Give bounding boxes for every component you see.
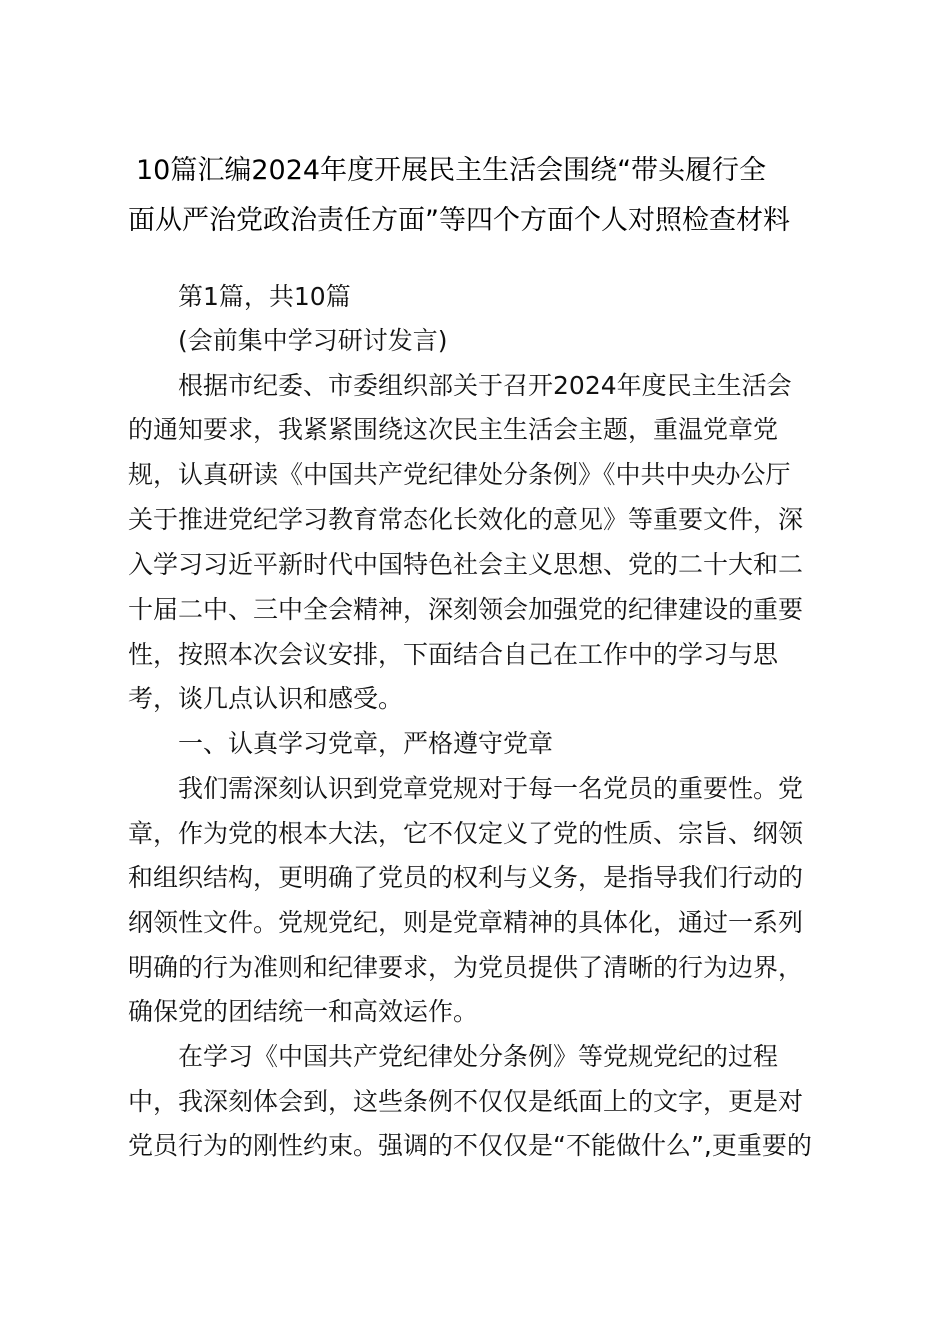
paragraph-line: 根据市纪委、市委组织部关于召开2024年度民主生活会 bbox=[178, 371, 792, 400]
paragraph-line: 党员行为的刚性约束。强调的不仅仅是“不能做什么”,更重要的 bbox=[128, 1131, 812, 1160]
paragraph-line: 的通知要求，我紧紧围绕这次民主生活会主题，重温党章党 bbox=[128, 415, 779, 444]
paragraph-line: 考，谈几点认识和感受。 bbox=[128, 684, 404, 713]
paragraph-line: 性，按照本次会议安排，下面结合自己在工作中的学习与思 bbox=[128, 640, 779, 669]
paragraph-line: 纲领性文件。党规党纪，则是党章精神的具体化，通过一系列 bbox=[128, 908, 804, 937]
paragraph-line: 确保党的团结统一和高效运作。 bbox=[128, 997, 479, 1026]
paragraph-line: 明确的行为准则和纪律要求，为党员提供了清晰的行为边界， bbox=[128, 953, 804, 982]
paragraph-line: 和组织结构，更明确了党员的权利与义务，是指导我们行动的 bbox=[128, 863, 804, 892]
paragraph-line: 十届二中、三中全会精神，深刻领会加强党的纪律建设的重要 bbox=[128, 595, 804, 624]
document-note: (会前集中学习研讨发言) bbox=[178, 326, 448, 355]
paragraph-line: 规，认真研读《中国共产党纪律处分条例》《中共中央办公厅 bbox=[128, 460, 791, 489]
paragraph-line: 我们需深刻认识到党章党规对于每一名党员的重要性。党 bbox=[178, 774, 804, 803]
section-heading-1: 一、认真学习党章，严格遵守党章 bbox=[178, 729, 554, 758]
paragraph-line: 中，我深刻体会到，这些条例不仅仅是纸面上的文字，更是对 bbox=[128, 1087, 804, 1116]
paragraph-line: 关于推进党纪学习教育常态化长效化的意见》等重要文件，深 bbox=[128, 505, 804, 534]
document-title-line-2: 面从严治党政治责任方面”等四个方面个人对照检查材料 bbox=[128, 205, 790, 236]
document-subtitle: 第1篇，共10篇 bbox=[178, 282, 351, 311]
document-title-line-1: 10篇汇编2024年度开展民主生活会围绕“带头履行全 bbox=[136, 155, 767, 186]
paragraph-line: 在学习《中国共产党纪律处分条例》等党规党纪的过程 bbox=[178, 1042, 779, 1071]
paragraph-line: 入学习习近平新时代中国特色社会主义思想、党的二十大和二 bbox=[128, 550, 804, 579]
paragraph-line: 章，作为党的根本大法，它不仅定义了党的性质、宗旨、纲领 bbox=[128, 819, 804, 848]
